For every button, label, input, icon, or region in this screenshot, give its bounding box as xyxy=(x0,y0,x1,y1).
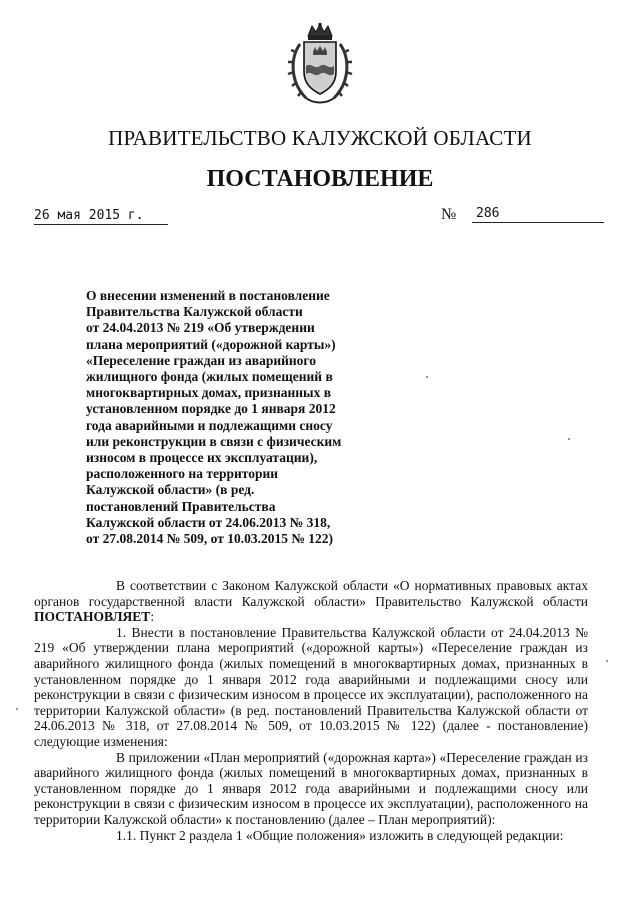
document-subject xyxy=(86,288,354,547)
resolves-keyword: ПОСТАНОВЛЯЕТ xyxy=(34,609,151,625)
paragraph-preamble xyxy=(34,578,588,625)
paragraph-item-1: 1. Внести в постановление Правительства Калужской области от 24.04.2013 № 219 «Об утверждении плана мероприятий («дорожной карты») «Переселение граждан из аварийного жилищного фонда (жилых помещений в многоквартирных домах, признанных в установленном порядке до 1 января 2012 года аварийными и подлежащими сносу или реконструкции в связи с физическим износом в процессе их эксплуатации), расположенного на территории Калужской области» (в ред. постановлений Правительства Калужской области от 24.06.2013 № 318, от 27.08.2014 № 509, от 10.03.2015 № 122) (далее - постановление) следующие изменения: xyxy=(34,624,588,749)
subject-line: «Переселение граждан из аварийного xyxy=(86,352,316,368)
scan-speck xyxy=(568,438,570,440)
subject-line: или реконструкции в связи с физическим xyxy=(86,433,342,449)
subject-line: года аварийными и подлежащими сносу xyxy=(86,417,333,433)
subject-line: от 27.08.2014 № 509, от 10.03.2015 № 122) xyxy=(86,531,334,547)
kaluga-coat-of-arms-icon xyxy=(286,22,354,106)
subject-line: многоквартирных домах, признанных в xyxy=(86,385,331,401)
document-type-heading: ПОСТАНОВЛЕНИЕ xyxy=(206,166,434,192)
preamble-end: : xyxy=(150,609,155,625)
subject-line: жилищного фонда (жилых помещений в xyxy=(86,369,333,385)
subject-line: от 24.04.2013 № 219 «Об утверждении xyxy=(86,320,315,336)
number-sign: № xyxy=(441,206,457,223)
subject-line: плана мероприятий («дорожной карты») xyxy=(86,336,336,352)
paragraph-appendix-intro: В приложении «План мероприятий («дорожная карта») «Переселение граждан из аварийного жилищного фонда (жилых помещений в многоквартирных домах, признанных в установленном порядке до 1 января 2012 года аварийными и подлежащими сносу или реконструкции в связи с физическим износом в процессе их эксплуатации), расположенного на территории Калужской области» к постановлению (далее – План мероприятий): xyxy=(34,749,588,827)
scan-speck xyxy=(606,660,608,662)
document-body xyxy=(34,578,588,843)
paragraph-item-1-1: 1.1. Пункт 2 раздела 1 «Общие положения» изложить в следующей редакции: xyxy=(116,827,564,843)
scan-speck xyxy=(16,708,18,710)
document-number: 286 xyxy=(472,206,604,223)
preamble-text: В соответствии с Законом Калужской области «О нормативных правовых актах органов государственной власти Калужской области» Правительство Калужской области xyxy=(34,578,588,609)
subject-line: установленном порядке до 1 января 2012 xyxy=(86,401,336,417)
subject-line: расположенного на территории xyxy=(86,466,279,482)
government-title: ПРАВИТЕЛЬСТВО КАЛУЖСКОЙ ОБЛАСТИ xyxy=(108,126,532,150)
subject-line: износом в процессе их эксплуатации), xyxy=(86,450,318,466)
subject-line: Калужской области» (в ред. xyxy=(86,482,255,498)
subject-line: О внесении изменений в постановление xyxy=(86,288,330,303)
scan-speck xyxy=(426,376,428,378)
subject-line: постановлений Правительства xyxy=(86,498,276,514)
document-date: 26 мая 2015 г. xyxy=(34,208,168,225)
subject-line: Калужской области от 24.06.2013 № 318, xyxy=(86,514,331,530)
subject-line: Правительства Калужской области xyxy=(86,304,303,320)
